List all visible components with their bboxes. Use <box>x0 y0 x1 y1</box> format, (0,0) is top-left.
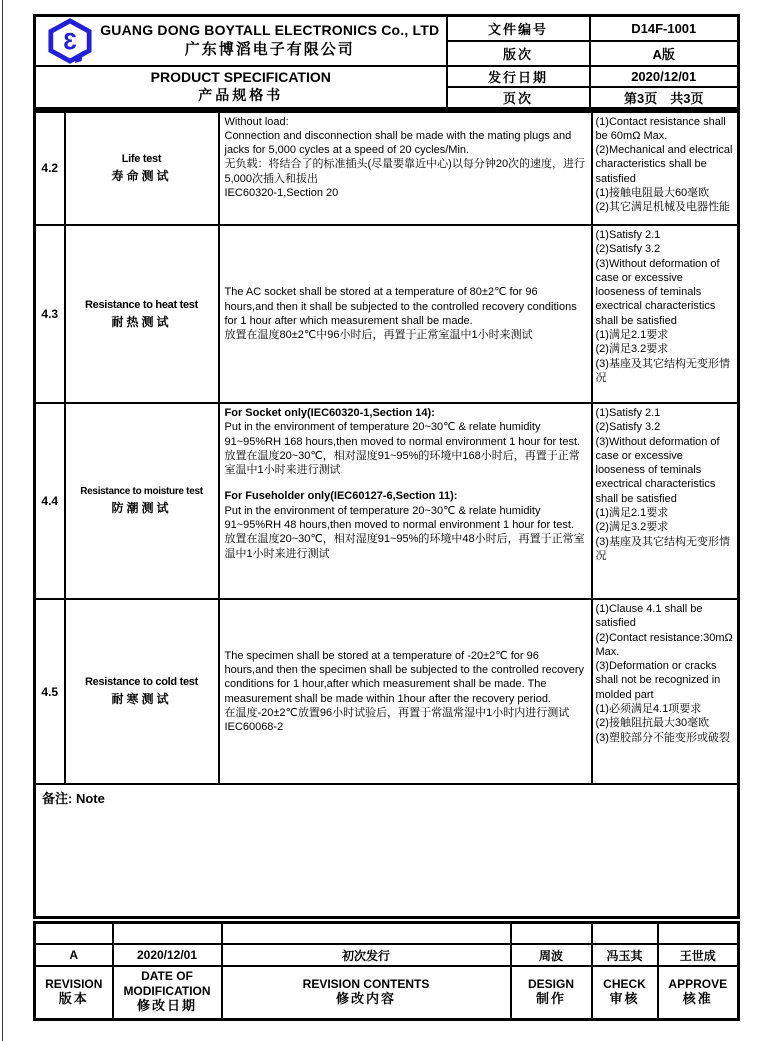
revision-date: 2020/12/01 <box>113 944 222 966</box>
svg-text:3: 3 <box>63 28 77 56</box>
revision-header-date-en: DATE OF MODIFICATION <box>123 969 211 998</box>
text-line: (1)接触电阻最大60毫欧 <box>595 186 710 199</box>
spec-item-number: 4.3 <box>35 225 65 403</box>
field-value-edition: A版 <box>590 41 739 66</box>
text-line: Put in the environment of temperature 20~30℃ & relate humidity 91~95%RH 168 hours,then moved to normal environment 1 hour for test. <box>224 421 581 448</box>
revision-header-design <box>511 966 592 1019</box>
text-line: (3)塑胶部分不能变形或破裂 <box>595 731 730 744</box>
text-line: (2)Satisfy 3.2 <box>595 421 661 434</box>
spec-item-number: 4.5 <box>35 599 65 784</box>
text-line: (2)满足3.2要求 <box>595 343 669 356</box>
revision-contents-empty <box>222 922 511 944</box>
text-line: (1)Clause 4.1 shall be satisfied <box>595 603 703 630</box>
test-name-cn: 耐寒测试 <box>111 692 172 706</box>
revision-header-check <box>592 966 658 1019</box>
text-line: Put in the environment of temperature 20~30℃ & relate humidity 91~95%RH 48 hours,then moved to normal environment 1 hour for test. <box>224 504 574 532</box>
revision-design-empty <box>511 922 592 944</box>
text-line: (1)必须满足4.1项要求 <box>595 703 702 716</box>
revision-approve-empty <box>658 922 739 944</box>
spec-criteria <box>592 599 739 784</box>
specification-table <box>33 110 740 919</box>
test-name-en: Resistance to cold test <box>85 676 198 688</box>
revision-header-rev-en: REVISION <box>45 976 103 991</box>
text-line: IEC60068-2 <box>224 721 284 734</box>
text-line: (1)Contact resistance shall be 60mΩ Max. <box>595 115 726 142</box>
field-value-page: 第3页 共3页 <box>590 87 739 109</box>
company-name-cn: 广东博滔电子有限公司 <box>184 41 355 59</box>
text-line: (3)基座及其它结构无变形情况 <box>595 535 730 562</box>
revision-header-rev <box>35 966 113 1019</box>
text-line: 放置在温度20~30℃，相对湿度91~95%的环境中168小时后，再置于正常室温中1小时来进行测试 <box>224 449 580 477</box>
spec-criteria <box>592 225 739 403</box>
note-section: 备注: Note <box>35 784 739 917</box>
revision-header-contents-cn: 修改内容 <box>335 991 396 1006</box>
revision-rev-empty <box>35 922 113 944</box>
spec-table-body <box>35 111 739 784</box>
text-line: For Fuseholder only(IEC60127-6,Section 11): <box>224 490 458 503</box>
test-name-cn: 耐热测试 <box>111 314 172 329</box>
document-title-cell <box>35 66 447 109</box>
spec-test-name <box>65 225 219 403</box>
text-line: Without load: <box>224 115 289 128</box>
document-title-cn: 产品规格书 <box>198 86 284 103</box>
text-line: (3)基座及其它结构无变形情况 <box>595 357 730 384</box>
text-line: (2)其它满足机械及电器性能 <box>595 201 730 214</box>
spec-criteria <box>592 111 739 225</box>
test-name-en: Resistance to moisture test <box>80 486 203 497</box>
text-line: For Socket only(IEC60320-1,Section 14): <box>224 407 435 419</box>
spec-row-4.2 <box>35 111 739 225</box>
text-line: (3)Without deformation of case or excessive looseness of teminals exectrical characteristics shall be satisfied <box>595 435 720 505</box>
revision-header-approve-cn: 核准 <box>682 991 713 1006</box>
spec-item-number: 4.4 <box>35 403 65 599</box>
text-line: (2)Contact resistance:30mΩ Max. <box>595 631 733 658</box>
field-label-issue-date: 发行日期 <box>447 66 590 87</box>
test-name-cn: 寿命测试 <box>111 168 172 183</box>
revision-approve-name: 王世成 <box>658 944 739 966</box>
revision-header-rev-cn: 版本 <box>58 991 89 1006</box>
revision-header-design-cn: 制作 <box>535 991 566 1006</box>
revision-date-empty <box>113 922 222 944</box>
text-line: 放置在温度20~30℃，相对湿度91~95%的环境中48小时后，再置于正常室温中1小时来进行测试 <box>224 533 585 560</box>
test-name-cn: 防潮测试 <box>111 501 172 515</box>
text-line: Connection and disconnection shall be made with the mating plugs and jacks for 5,000 cycles at a speed of 20 cycles/Min. <box>224 129 572 157</box>
test-name-en: Life test <box>121 152 162 165</box>
spec-test-name <box>65 403 219 599</box>
spec-test-conditions <box>219 403 592 599</box>
revision-header-contents <box>222 966 511 1019</box>
company-name <box>94 22 446 59</box>
spec-test-conditions <box>219 111 592 225</box>
text-line: The AC socket shall be stored at a temperature of 80±2℃ for 96 hours,and then it shall be subjected to the controlled recovery conditions for 1 hour after which measurement shall be made. <box>224 286 577 327</box>
text-line: IEC60320-1,Section 20 <box>224 186 339 199</box>
spec-test-conditions <box>219 599 592 784</box>
revision-header-contents-en: REVISION CONTENTS <box>302 976 430 991</box>
field-value-doc-number: D14F-1001 <box>590 16 739 41</box>
revision-header-design-en: DESIGN <box>527 976 574 991</box>
text-line: 放置在温度80±2℃中96小时后，再置于正常室温中1小时来测试 <box>224 329 533 342</box>
spec-criteria <box>592 403 739 599</box>
document-title-en: PRODUCT SPECIFICATION <box>150 68 331 85</box>
text-line: (1)Satisfy 2.1 <box>595 407 661 419</box>
spec-test-name <box>65 111 219 225</box>
text-line: (2)Satisfy 3.2 <box>595 243 661 256</box>
revision-header-check-cn: 审核 <box>609 991 640 1006</box>
revision-check-name: 冯玉其 <box>592 944 658 966</box>
field-label-page: 页次 <box>447 87 590 109</box>
spec-row-4.3 <box>35 225 739 403</box>
spec-test-conditions <box>219 225 592 403</box>
text-line: The specimen shall be stored at a temperature of -20±2℃ for 96 hours,and then the specimen shall be subjected to the controlled recovery conditions for 1 hour,after which measurement shall be made. The measurement shall be made within 1hour after the recovery period. <box>224 649 585 705</box>
revision-header-date-cn: 修改日期 <box>136 998 197 1014</box>
text-line: (3)Without deformation of case or excessive looseness of teminals exectrical characteristics shall be satisfied <box>595 257 720 327</box>
field-value-issue-date: 2020/12/01 <box>590 66 739 87</box>
document-content <box>33 14 737 1021</box>
revision-table <box>33 921 740 1021</box>
field-label-doc-number: 文件编号 <box>447 16 590 41</box>
page-edge-line <box>2 0 3 1041</box>
spec-test-name <box>65 599 219 784</box>
revision-header-approve <box>658 966 739 1019</box>
revision-header-row <box>35 966 739 1019</box>
revision-header-date <box>113 966 222 1019</box>
text-line: (1)满足2.1要求 <box>595 329 669 342</box>
revision-empty-row <box>35 922 739 944</box>
revision-header-approve-en: APPROVE <box>668 976 728 991</box>
spec-row-4.4 <box>35 403 739 599</box>
text-line: (1)Satisfy 2.1 <box>595 229 661 241</box>
text-line: (2)接触阻抗最大30毫欧 <box>595 717 710 730</box>
text-line <box>225 477 587 489</box>
text-line: (2)满足3.2要求 <box>595 521 669 534</box>
header-table <box>33 14 740 110</box>
spec-item-number: 4.2 <box>35 111 65 225</box>
text-line: (1)满足2.1要求 <box>595 507 669 520</box>
text-line: (3)Deformation or cracks shall not be recognized in molded part <box>595 660 721 701</box>
text-line: 在温度-20±2℃放置96小时试验后，再置于常温常湿中1小时内进行测试 <box>224 706 570 719</box>
company-name-en: GUANG DONG BOYTALL ELECTRONICS Co., LTD <box>100 22 440 39</box>
revision-check-empty <box>592 922 658 944</box>
revision-entry-row <box>35 944 739 966</box>
spec-row-4.5 <box>35 599 739 784</box>
text-line: 无负载：将结合了的标准插头(尽量要靠近中心)以每分钟20次的速度，进行5,000次插入和拔出 <box>224 158 586 185</box>
revision-rev: A <box>35 944 113 966</box>
company-header-cell <box>35 16 447 66</box>
test-name-en: Resistance to heat test <box>85 298 198 311</box>
note-row <box>35 784 739 917</box>
revision-design-name: 周波 <box>511 944 592 966</box>
text-line: (2)Mechanical and electrical characteristics shall be satisfied <box>595 144 733 185</box>
field-label-edition: 版次 <box>447 41 590 66</box>
company-logo-icon <box>45 18 95 64</box>
revision-header-check-en: CHECK <box>603 976 646 991</box>
revision-contents: 初次发行 <box>222 944 511 966</box>
